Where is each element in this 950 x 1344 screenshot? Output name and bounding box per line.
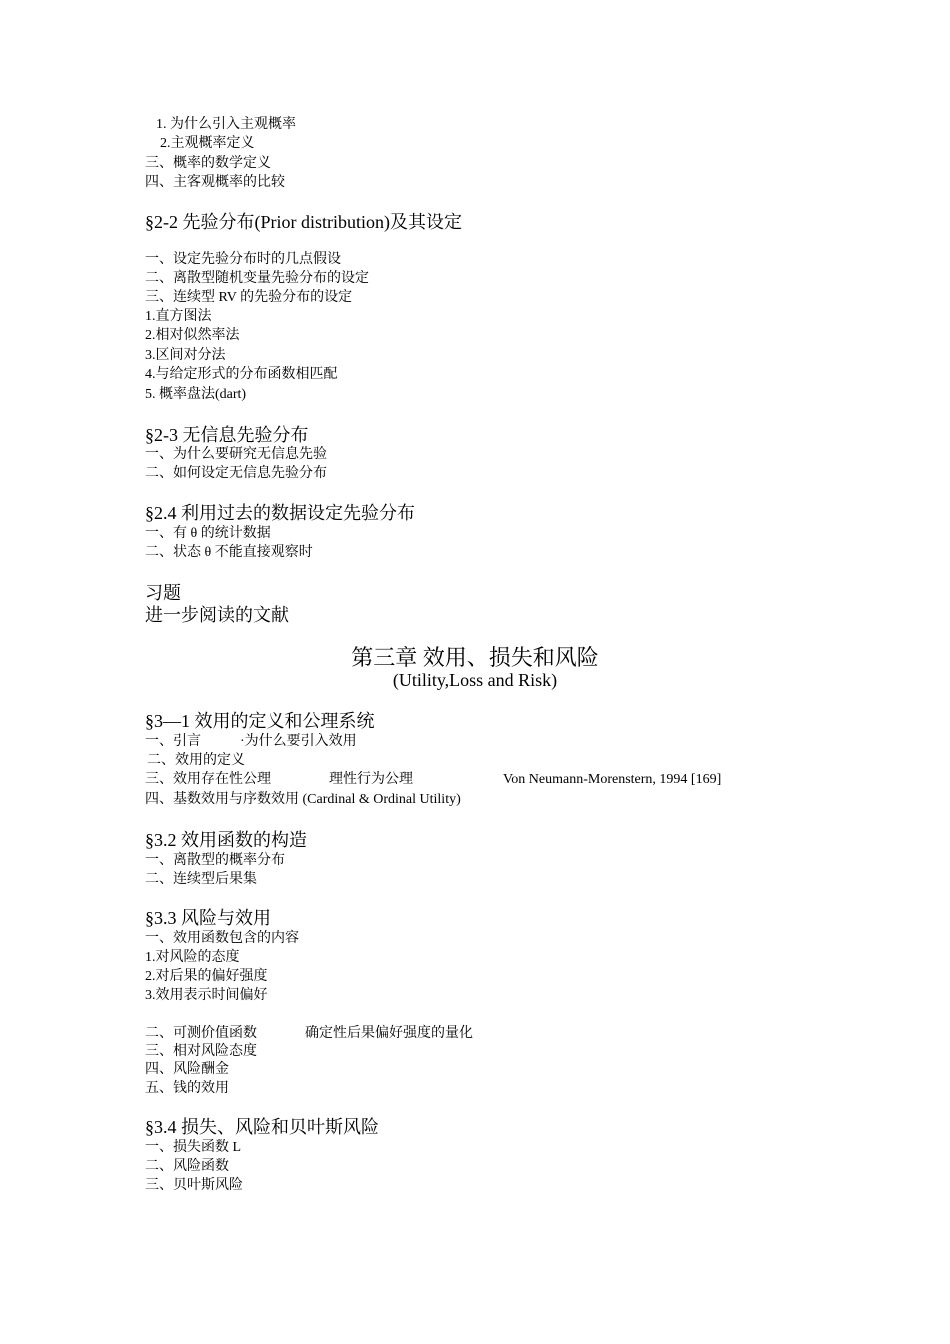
outline-note: ·为什么要引入效用 xyxy=(240,734,357,749)
outline-line: 2.对后果的偏好强度 xyxy=(145,969,268,984)
section-heading: §2.4 利用过去的数据设定先验分布 xyxy=(145,503,415,523)
outline-line: 3.区间对分法 xyxy=(145,348,226,363)
outline-line: 3.效用表示时间偏好 xyxy=(145,988,268,1003)
outline-line: 二、效用的定义 xyxy=(147,753,245,768)
outline-line: 二、连续型后果集 xyxy=(145,872,257,887)
outline-line: 三、相对风险态度 xyxy=(145,1044,257,1059)
outline-line: 二、状态 θ 不能直接观察时 xyxy=(145,545,313,560)
exercises-heading: 习题 xyxy=(145,583,181,603)
outline-line: 三、概率的数学定义 xyxy=(145,156,271,171)
section-heading: §2-2 先验分布(Prior distribution)及其设定 xyxy=(145,212,462,232)
section-heading: §2-3 无信息先验分布 xyxy=(145,425,309,445)
section-heading: §3.4 损失、风险和贝叶斯风险 xyxy=(145,1117,379,1137)
outline-line: 1. 为什么引入主观概率 xyxy=(156,117,296,132)
outline-line: 一、有 θ 的统计数据 xyxy=(145,526,271,541)
outline-line: 五、钱的效用 xyxy=(145,1081,229,1096)
outline-line: 一、设定先验分布时的几点假设 xyxy=(145,252,341,267)
outline-line: 2.相对似然率法 xyxy=(145,328,240,343)
section-heading: §3.3 风险与效用 xyxy=(145,908,271,928)
outline-line: 一、离散型的概率分布 xyxy=(145,853,285,868)
outline-line: 一、效用函数包含的内容 xyxy=(145,931,299,946)
section-heading: §3—1 效用的定义和公理系统 xyxy=(145,711,375,731)
outline-line: 一、为什么要研究无信息先验 xyxy=(145,447,327,462)
reading-heading: 进一步阅读的文献 xyxy=(145,605,289,625)
outline-line: 一、引言 xyxy=(145,734,201,749)
outline-note: 确定性后果偏好强度的量化 xyxy=(305,1026,473,1041)
outline-line: 四、基数效用与序数效用 (Cardinal & Ordinal Utility) xyxy=(145,792,461,807)
citation: Von Neumann-Morenstern, 1994 [169] xyxy=(503,772,722,787)
outline-line: 二、离散型随机变量先验分布的设定 xyxy=(145,271,369,286)
chapter-title: 第三章 效用、损失和风险 xyxy=(351,645,599,670)
outline-line: 4.与给定形式的分布函数相匹配 xyxy=(145,367,338,382)
outline-line: 四、主客观概率的比较 xyxy=(145,175,285,190)
outline-line: 二、风险函数 xyxy=(145,1159,229,1174)
outline-line: 1.直方图法 xyxy=(145,309,212,324)
outline-line: 二、可测价值函数 xyxy=(145,1026,257,1041)
outline-line: 三、效用存在性公理 xyxy=(145,772,271,787)
outline-note: 理性行为公理 xyxy=(329,772,413,787)
outline-line: 2.主观概率定义 xyxy=(160,136,255,151)
section-heading: §3.2 效用函数的构造 xyxy=(145,830,307,850)
outline-line: 1.对风险的态度 xyxy=(145,950,240,965)
outline-line: 三、连续型 RV 的先验分布的设定 xyxy=(145,290,353,305)
outline-line: 二、如何设定无信息先验分布 xyxy=(145,466,327,481)
outline-line: 5. 概率盘法(dart) xyxy=(145,387,247,402)
chapter-subtitle: (Utility,Loss and Risk) xyxy=(392,670,558,690)
outline-line: 三、贝叶斯风险 xyxy=(145,1178,243,1193)
outline-line: 四、风险酬金 xyxy=(145,1062,229,1077)
outline-line: 一、损失函数 L xyxy=(145,1140,242,1155)
